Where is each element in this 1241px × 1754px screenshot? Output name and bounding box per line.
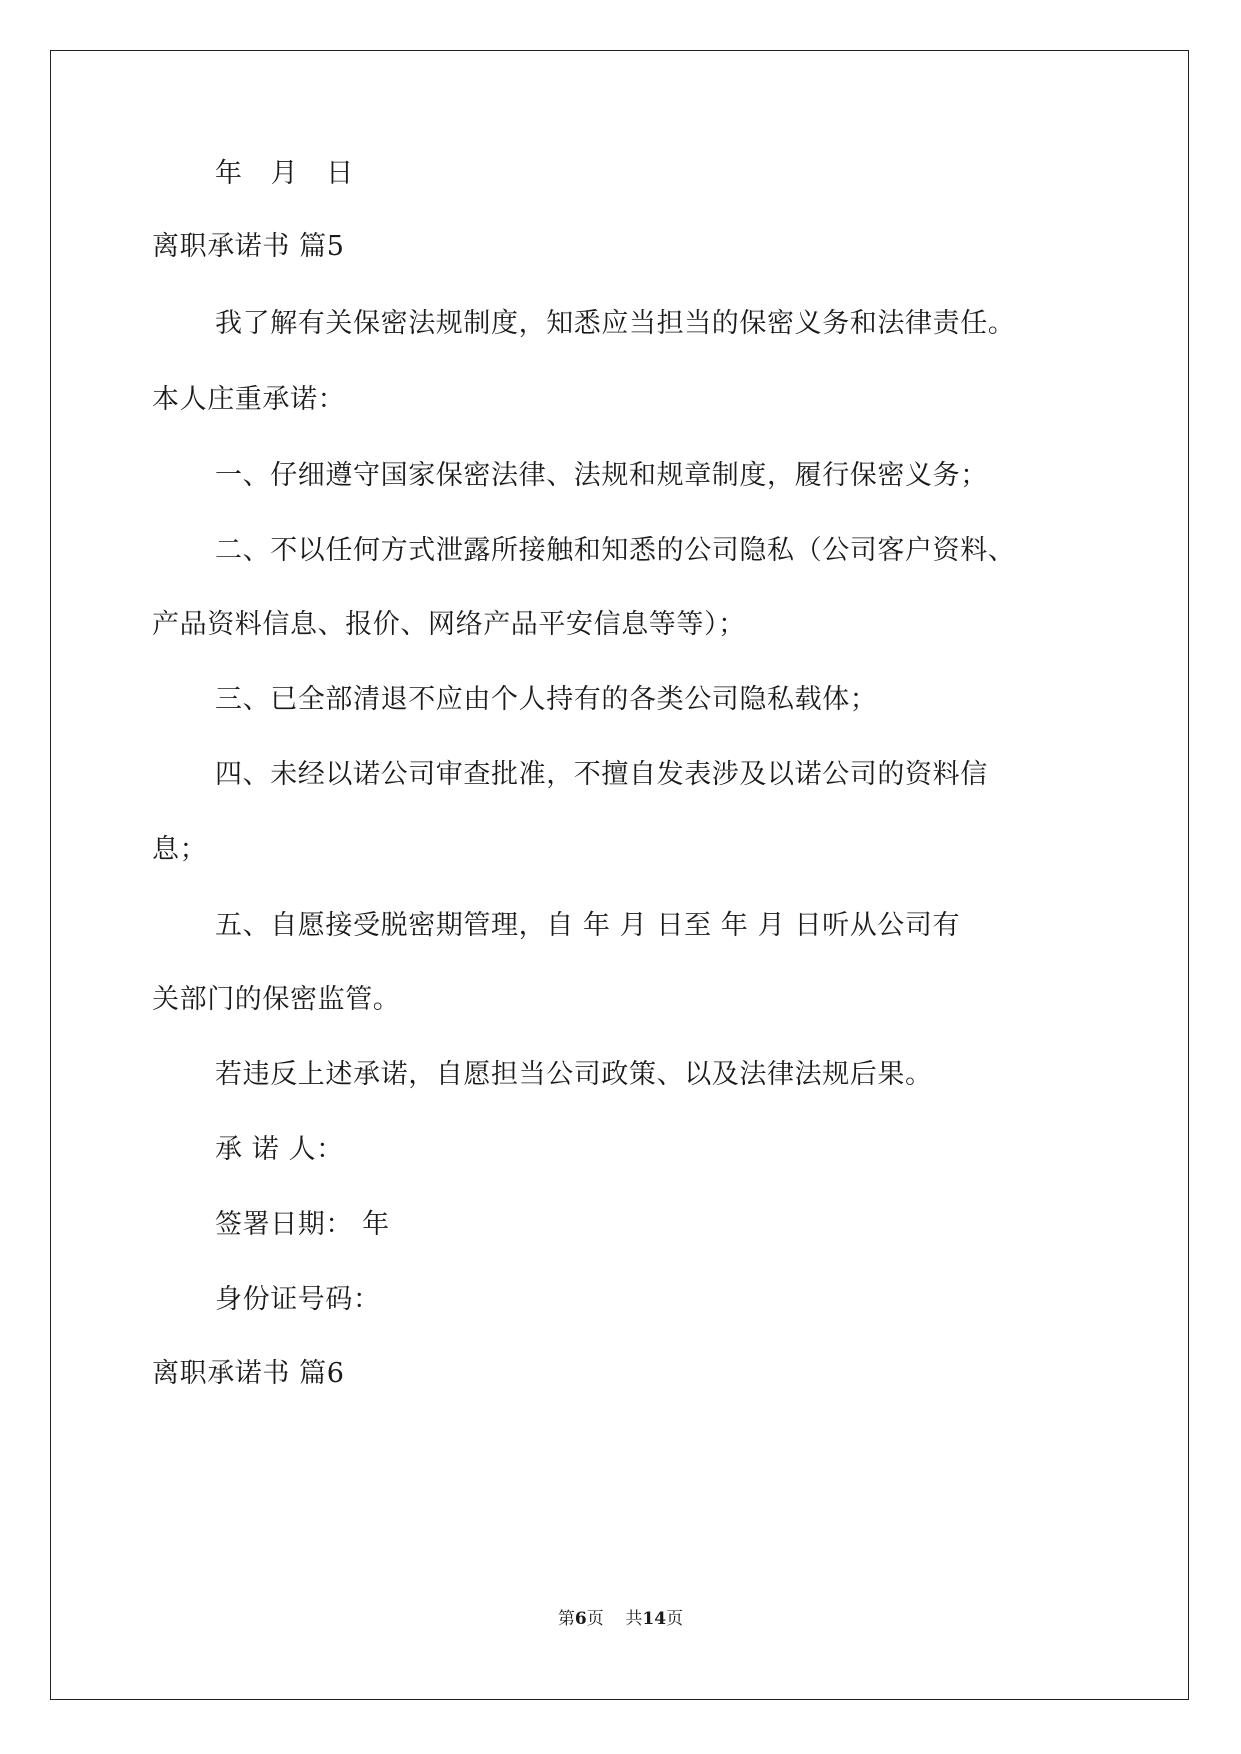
footer-total-prefix: 共 — [625, 1609, 643, 1629]
paragraph-line: 关部门的保密监管。 — [152, 984, 401, 1015]
id-number-line: 身份证号码： — [215, 1284, 381, 1315]
footer-page-word: 页 — [586, 1609, 604, 1629]
paragraph-line: 若违反上述承诺，自愿担当公司政策、以及法律法规后果。 — [215, 1059, 933, 1090]
paragraph-line: 五、自愿接受脱密期管理，自 年 月 日至 年 月 日听从公司有 — [215, 910, 961, 941]
paragraph-line: 二、不以任何方式泄露所接触和知悉的公司隐私（公司客户资料、 — [215, 535, 1016, 566]
paragraph-line: 我了解有关保密法规制度，知悉应当担当的保密义务和法律责任。 — [215, 308, 1016, 339]
total-pages-number: 14 — [642, 1609, 667, 1629]
signature-date-line: 签署日期： 年 — [215, 1209, 390, 1240]
section-heading: 离职承诺书 篇6 — [152, 1358, 345, 1389]
signature-line: 承 诺 人： — [215, 1134, 344, 1165]
page-footer — [0, 1608, 1241, 1630]
footer-total-suffix: 页 — [666, 1609, 684, 1629]
paragraph-line: 三、已全部清退不应由个人持有的各类公司隐私载体； — [215, 684, 878, 715]
paragraph-line: 一、仔细遵守国家保密法律、法规和规章制度，履行保密义务； — [215, 460, 988, 491]
page-border — [50, 50, 1189, 1700]
section-heading: 离职承诺书 篇5 — [152, 231, 345, 262]
date-line: 年 月 日 — [215, 158, 364, 189]
paragraph-line: 本人庄重承诺： — [152, 384, 346, 415]
paragraph-line: 四、未经以诺公司审查批准，不擅自发表涉及以诺公司的资料信 — [215, 759, 988, 790]
paragraph-line: 息； — [152, 834, 208, 865]
paragraph-line: 产品资料信息、报价、网络产品平安信息等等）； — [152, 609, 746, 640]
current-page-number: 6 — [574, 1609, 587, 1629]
footer-prefix: 第 — [557, 1609, 575, 1629]
